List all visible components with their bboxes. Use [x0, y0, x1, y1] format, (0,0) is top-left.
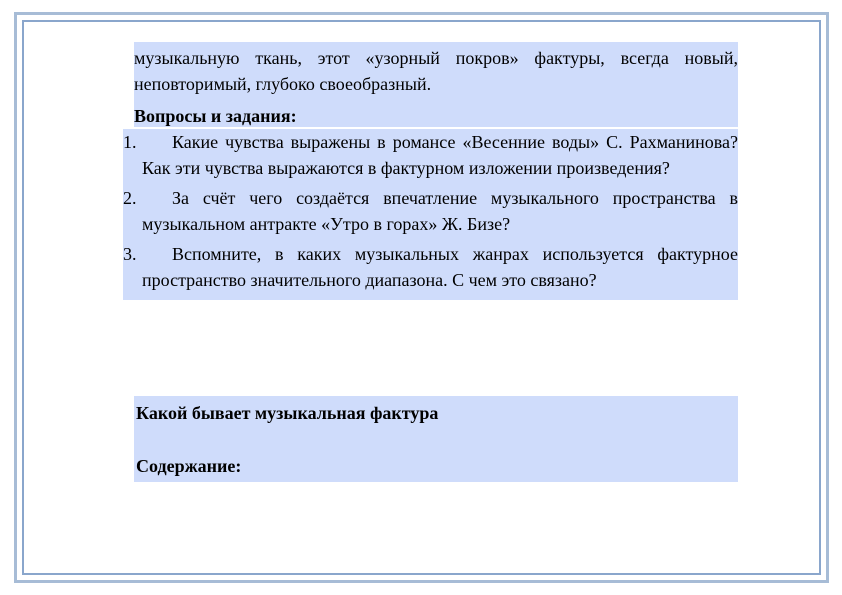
questions-heading: Вопросы и задания: — [134, 97, 738, 127]
question-text: За счёт чего создаётся впечатление музыкального пространства в музыкальном антракте «Утро в горах» Ж. Бизе? — [142, 188, 738, 234]
list-item — [123, 129, 738, 181]
section-title: Какой бывает музыкальная фактура — [136, 403, 439, 423]
intro-paragraph: музыкальную ткань, этот «узорный покров» фактуры, всегда новый, неповторимый, глубоко своеобразный. — [134, 42, 738, 97]
list-item — [123, 241, 738, 293]
intro-block — [134, 42, 738, 127]
question-number: 1. — [123, 132, 137, 152]
list-item — [123, 185, 738, 237]
question-text: Вспомните, в каких музыкальных жанрах используется фактурное пространство значительного диапазона. С чем это связано? — [142, 244, 738, 290]
question-text: Какие чувства выражены в романсе «Весенние воды» С. Рахманинова? Как эти чувства выражаются в фактурном изложении произведения? — [142, 132, 738, 178]
question-number: 2. — [123, 188, 137, 208]
questions-list — [123, 129, 738, 300]
contents-label: Содержание: — [136, 456, 242, 476]
question-number: 3. — [123, 244, 137, 264]
next-section-block — [134, 396, 738, 482]
